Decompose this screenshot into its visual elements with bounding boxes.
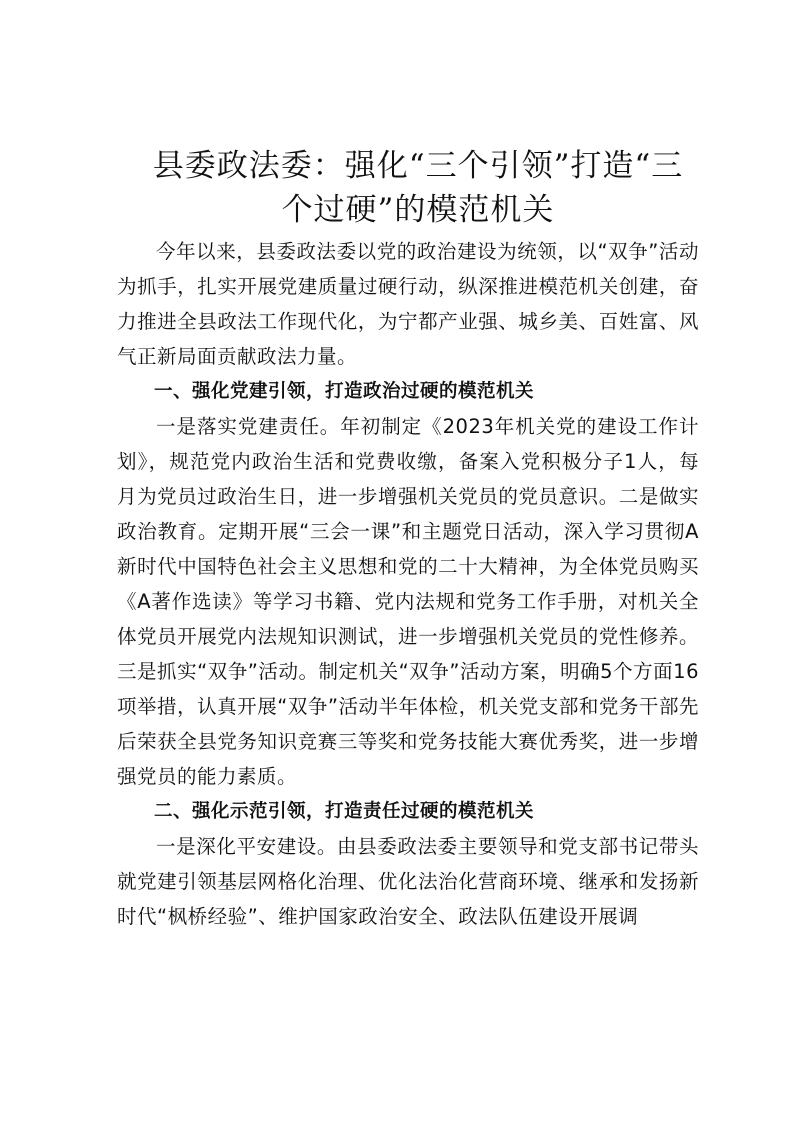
document-body bbox=[117, 234, 699, 934]
intro-paragraph: 今年以来，县委政法委以党的政治建设为统领，以“双争”活动为抓手，扎实开展党建质量过硬行动，纵深推进模范机关创建，奋力推进全县政法工作现代化，为宁都产业强、城乡美、百姓富、风气正新局面贡献政法力量。 bbox=[117, 240, 699, 368]
section-1-heading: 一、强化党建引领，打造政治过硬的模范机关 bbox=[154, 381, 535, 402]
section-2-heading: 二、强化示范引领，打造责任过硬的模范机关 bbox=[154, 801, 535, 822]
section-1-paragraph: 一是落实党建责任。年初制定《2023年机关党的建设工作计划》，规范党内政治生活和党费收缴，备案入党积极分子1人，每月为党员过政治生日，进一步增强机关党员的党员意识。二是做实政治教育。定期开展“三会一课”和主题党日活动，深入学习贯彻A新时代中国特色社会主义思想和党的二十大精神，为全体党员购买《A著作选读》等学习书籍、党内法规和党务工作手册，对机关全体党员开展党内法规知识测试，进一步增强机关党员的党性修养。三是抓实“双争”活动。制定机关“双争”活动方案，明确5个方面16项举措，认真开展“双争”活动半年体检，机关党支部和党务干部先后荣获全县党务知识竞赛三等奖和党务技能大赛优秀奖，进一步增强党员的能力素质。 bbox=[117, 415, 699, 788]
section-2-paragraph: 一是深化平安建设。由县委政法委主要领导和党支部书记带头就党建引领基层网格化治理、优化法治化营商环境、继承和发扬新时代“枫桥经验”、维护国家政治安全、政法队伍建设开展调 bbox=[117, 835, 699, 928]
title-line-1: 县委政法委：强化“三个引领”打造“三 bbox=[152, 148, 684, 184]
document-title bbox=[118, 144, 718, 232]
title-line-2: 个过硬”的模范机关 bbox=[281, 192, 555, 228]
